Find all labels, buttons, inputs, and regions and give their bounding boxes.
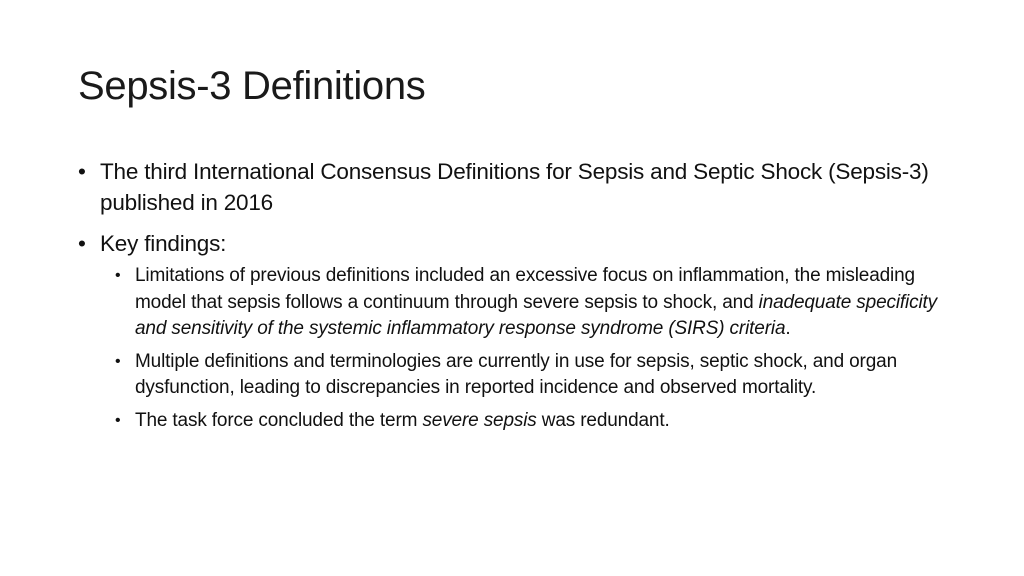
- sub-bullet-text-end: .: [785, 318, 791, 339]
- sub-bullet-item: [115, 408, 958, 435]
- slide-title: Sepsis-3 Definitions: [78, 64, 426, 108]
- sub-bullet-text: The task force concluded the term: [135, 409, 423, 431]
- sub-bullet-list: [78, 263, 958, 434]
- sub-bullet-dot-icon: •: [115, 411, 121, 429]
- sub-bullet-text-end: was redundant.: [536, 409, 670, 431]
- bullet-text: Key findings:: [100, 231, 227, 256]
- bullet-text: The third International Consensus Definitions for Sepsis and Septic Shock (Sepsis-3) published in 2016: [100, 159, 929, 215]
- bullet-item: [78, 156, 958, 218]
- sub-bullet-dot-icon: •: [115, 267, 121, 284]
- bullet-dot-icon: •: [78, 231, 86, 256]
- bullet-item: [78, 228, 958, 259]
- sub-bullet-italic-text: inadequate specificity and sensitivity of the systemic inflammatory response syndrome (SIRS) criteria: [135, 291, 938, 339]
- sub-bullet-item: [115, 349, 958, 402]
- slide-content: [78, 156, 958, 440]
- sub-bullet-text: Multiple definitions and terminologies are currently in use for sepsis, septic shock, and organ dysfunction, leading to discrepancies in reported incidence and observed mortality.: [135, 350, 897, 398]
- sub-bullet-item: [115, 263, 958, 343]
- bullet-dot-icon: •: [78, 159, 86, 184]
- sub-bullet-italic-text: severe sepsis: [422, 409, 537, 431]
- sub-bullet-text: Limitations of previous definitions included an excessive focus on inflammation, the misleading model that sepsis follows a continuum through severe sepsis to shock, and: [135, 265, 915, 313]
- sub-bullet-dot-icon: •: [115, 352, 121, 370]
